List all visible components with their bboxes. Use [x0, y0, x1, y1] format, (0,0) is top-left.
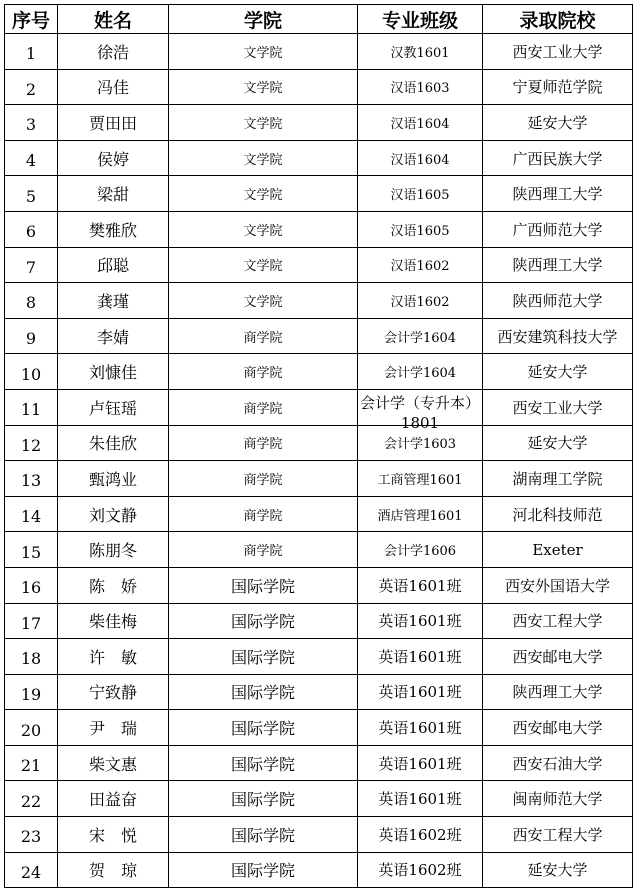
cell-major: 汉语1605	[358, 211, 483, 247]
cell-college: 国际学院	[169, 639, 358, 675]
cell-college: 国际学院	[169, 817, 358, 853]
table-row	[5, 781, 633, 817]
table-row	[5, 283, 633, 319]
cell-school: 宁夏师范学院	[483, 69, 633, 105]
cell-no: 3	[5, 105, 58, 141]
cell-major: 英语1601班	[358, 639, 483, 675]
cell-school: 陕西理工大学	[483, 176, 633, 212]
cell-major: 汉语1603	[358, 69, 483, 105]
cell-college: 国际学院	[169, 603, 358, 639]
cell-school: Exeter	[483, 532, 633, 568]
cell-name: 尹 瑞	[58, 710, 169, 746]
admission-table	[4, 4, 633, 888]
cell-no: 22	[5, 781, 58, 817]
cell-no: 9	[5, 318, 58, 354]
cell-no: 6	[5, 211, 58, 247]
cell-major: 英语1601班	[358, 710, 483, 746]
header-name: 姓名	[58, 5, 169, 34]
cell-name: 田益奋	[58, 781, 169, 817]
cell-major: 会计学1604	[358, 354, 483, 390]
table-row	[5, 69, 633, 105]
cell-major: 英语1601班	[358, 603, 483, 639]
cell-school: 闽南师范大学	[483, 781, 633, 817]
cell-major	[358, 389, 483, 432]
cell-name: 刘慷佳	[58, 354, 169, 390]
cell-name: 许 敏	[58, 639, 169, 675]
cell-name: 柴文惠	[58, 745, 169, 781]
cell-no: 7	[5, 247, 58, 283]
cell-college: 商学院	[169, 354, 358, 390]
cell-no: 20	[5, 710, 58, 746]
cell-major: 酒店管理1601	[358, 496, 483, 532]
cell-no: 13	[5, 461, 58, 497]
cell-college: 国际学院	[169, 781, 358, 817]
cell-major: 汉语1602	[358, 283, 483, 319]
cell-no: 21	[5, 745, 58, 781]
cell-major: 英语1601班	[358, 674, 483, 710]
cell-college: 商学院	[169, 461, 358, 497]
cell-no: 8	[5, 283, 58, 319]
table-row	[5, 211, 633, 247]
cell-major: 汉语1605	[358, 176, 483, 212]
cell-no: 19	[5, 674, 58, 710]
cell-school: 陕西师范大学	[483, 283, 633, 319]
table-row	[5, 745, 633, 781]
table-body	[5, 34, 633, 888]
cell-college: 国际学院	[169, 567, 358, 603]
cell-major: 汉教1601	[358, 34, 483, 70]
cell-major: 汉语1602	[358, 247, 483, 283]
cell-school: 延安大学	[483, 425, 633, 461]
cell-name: 李婧	[58, 318, 169, 354]
cell-college: 文学院	[169, 34, 358, 70]
cell-major: 会计学1603	[358, 425, 483, 461]
cell-school: 延安大学	[483, 105, 633, 141]
cell-college: 文学院	[169, 211, 358, 247]
cell-major: 会计学1604	[358, 318, 483, 354]
cell-major: 英语1601班	[358, 567, 483, 603]
cell-name: 邱聪	[58, 247, 169, 283]
header-no: 序号	[5, 5, 58, 34]
cell-name: 贾田田	[58, 105, 169, 141]
table-row	[5, 852, 633, 888]
cell-name: 贺 琼	[58, 852, 169, 888]
table-row	[5, 496, 633, 532]
cell-major: 汉语1604	[358, 140, 483, 176]
table-row	[5, 354, 633, 390]
cell-no: 23	[5, 817, 58, 853]
cell-major: 工商管理1601	[358, 461, 483, 497]
table-row	[5, 389, 633, 425]
table-row	[5, 247, 633, 283]
cell-school: 陕西理工大学	[483, 674, 633, 710]
cell-college: 国际学院	[169, 745, 358, 781]
cell-college: 文学院	[169, 283, 358, 319]
table-row	[5, 639, 633, 675]
table-row	[5, 603, 633, 639]
cell-major: 英语1602班	[358, 817, 483, 853]
cell-college: 国际学院	[169, 852, 358, 888]
cell-school: 湖南理工学院	[483, 461, 633, 497]
cell-school: 延安大学	[483, 354, 633, 390]
cell-no: 12	[5, 425, 58, 461]
cell-name: 龚瑾	[58, 283, 169, 319]
cell-major: 汉语1604	[358, 105, 483, 141]
table-row	[5, 674, 633, 710]
cell-school: 西安石油大学	[483, 745, 633, 781]
cell-name: 卢钰瑶	[58, 389, 169, 425]
header-school: 录取院校	[483, 5, 633, 34]
cell-name: 陈 娇	[58, 567, 169, 603]
cell-no: 15	[5, 532, 58, 568]
cell-college: 文学院	[169, 247, 358, 283]
cell-major-text: 会计学（专升本）1801	[359, 393, 480, 432]
cell-name: 冯佳	[58, 69, 169, 105]
cell-school: 陕西理工大学	[483, 247, 633, 283]
cell-no: 1	[5, 34, 58, 70]
cell-name: 侯婷	[58, 140, 169, 176]
table-row	[5, 817, 633, 853]
table-row	[5, 34, 633, 70]
header-row	[5, 5, 633, 34]
cell-school: 西安工程大学	[483, 603, 633, 639]
cell-college: 文学院	[169, 105, 358, 141]
cell-school: 西安工业大学	[483, 389, 633, 425]
cell-college: 文学院	[169, 69, 358, 105]
cell-college: 商学院	[169, 318, 358, 354]
header-major: 专业班级	[358, 5, 483, 34]
cell-school: 西安邮电大学	[483, 639, 633, 675]
cell-name: 宁致静	[58, 674, 169, 710]
cell-no: 16	[5, 567, 58, 603]
cell-name: 陈朋冬	[58, 532, 169, 568]
cell-no: 4	[5, 140, 58, 176]
table-row	[5, 425, 633, 461]
table-row	[5, 105, 633, 141]
cell-school: 延安大学	[483, 852, 633, 888]
cell-name: 梁甜	[58, 176, 169, 212]
cell-name: 柴佳梅	[58, 603, 169, 639]
table-row	[5, 461, 633, 497]
cell-college: 文学院	[169, 176, 358, 212]
cell-no: 10	[5, 354, 58, 390]
cell-major: 会计学1606	[358, 532, 483, 568]
cell-college: 国际学院	[169, 710, 358, 746]
cell-name: 朱佳欣	[58, 425, 169, 461]
table-row	[5, 318, 633, 354]
cell-name: 甄鸿业	[58, 461, 169, 497]
cell-name: 宋 悦	[58, 817, 169, 853]
cell-college: 商学院	[169, 532, 358, 568]
cell-college: 商学院	[169, 389, 358, 425]
cell-major: 英语1602班	[358, 852, 483, 888]
cell-college: 文学院	[169, 140, 358, 176]
cell-no: 14	[5, 496, 58, 532]
cell-no: 24	[5, 852, 58, 888]
cell-school: 河北科技师范	[483, 496, 633, 532]
cell-no: 17	[5, 603, 58, 639]
cell-college: 商学院	[169, 425, 358, 461]
cell-name: 樊雅欣	[58, 211, 169, 247]
cell-school: 广西师范大学	[483, 211, 633, 247]
cell-college: 国际学院	[169, 674, 358, 710]
cell-school: 西安邮电大学	[483, 710, 633, 746]
cell-school: 西安工业大学	[483, 34, 633, 70]
cell-school: 西安外国语大学	[483, 567, 633, 603]
table-row	[5, 176, 633, 212]
cell-no: 11	[5, 389, 58, 425]
cell-name: 徐浩	[58, 34, 169, 70]
table-row	[5, 710, 633, 746]
header-college: 学院	[169, 5, 358, 34]
table-row	[5, 140, 633, 176]
cell-name: 刘文静	[58, 496, 169, 532]
cell-no: 2	[5, 69, 58, 105]
table-row	[5, 532, 633, 568]
table-row	[5, 567, 633, 603]
cell-college: 商学院	[169, 496, 358, 532]
cell-major: 英语1601班	[358, 745, 483, 781]
cell-school: 西安建筑科技大学	[483, 318, 633, 354]
cell-no: 5	[5, 176, 58, 212]
cell-no: 18	[5, 639, 58, 675]
cell-school: 广西民族大学	[483, 140, 633, 176]
cell-major: 英语1601班	[358, 781, 483, 817]
cell-school: 西安工程大学	[483, 817, 633, 853]
